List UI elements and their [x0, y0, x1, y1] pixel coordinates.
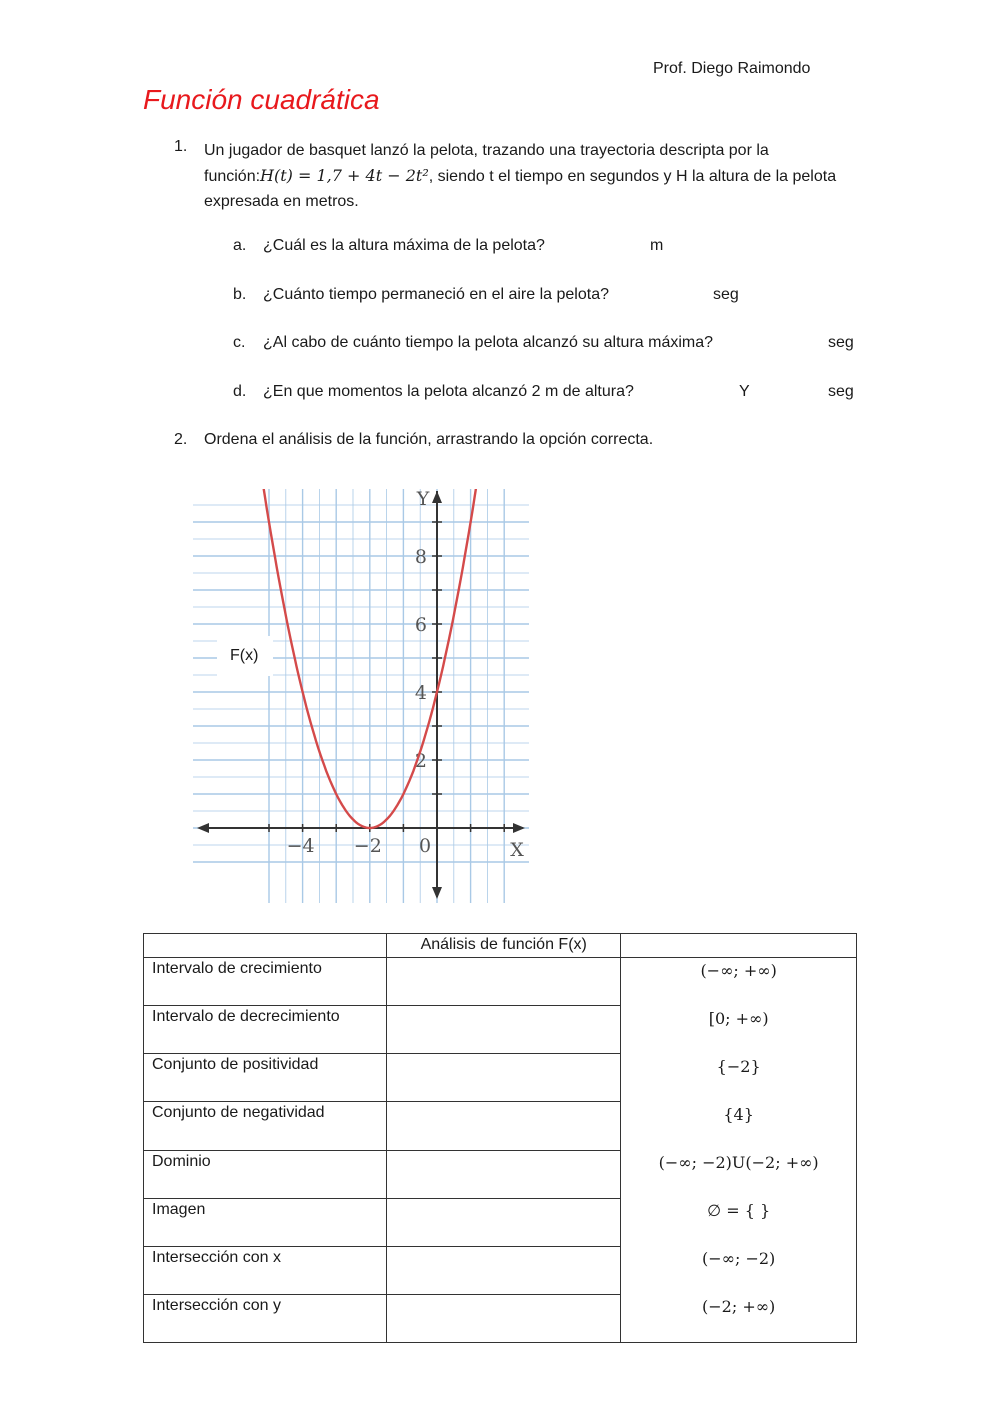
- item-c-question: ¿Al cabo de cuánto tiempo la pelota alcanzó su altura máxima?: [263, 334, 714, 351]
- option-item[interactable]: [0; +∞): [708, 1009, 769, 1028]
- option-item[interactable]: (−2; +∞): [702, 1297, 776, 1316]
- x-axis-label: X: [510, 839, 524, 861]
- row-label: Intersección con x: [144, 1246, 387, 1294]
- question-1-text-a: Un jugador de basquet lanzó la pelota, trazando una trayectoria descripta por la función:: [204, 142, 769, 185]
- option-item[interactable]: ∅ = { }: [707, 1201, 771, 1220]
- table-header-row: [144, 934, 857, 958]
- item-d-connector: Y: [739, 383, 750, 400]
- option-item[interactable]: {4}: [723, 1105, 754, 1124]
- item-c-unit: seg: [828, 334, 854, 351]
- option-item[interactable]: (−∞; −2)U(−2; +∞): [658, 1153, 819, 1172]
- row-label: Intervalo de crecimiento: [144, 958, 387, 1006]
- question-2-number: 2.: [174, 431, 188, 448]
- item-d-question: ¿En que momentos la pelota alcanzó 2 m de altura?: [263, 383, 634, 400]
- x-tick-label: 0: [418, 835, 432, 857]
- item-d-letter: d.: [233, 383, 247, 400]
- row-label: Conjunto de positividad: [144, 1054, 387, 1102]
- item-b-letter: b.: [233, 286, 247, 303]
- question-1-number: 1.: [174, 138, 188, 155]
- author-name: Prof. Diego Raimondo: [653, 60, 811, 77]
- question-1-text: [204, 138, 844, 214]
- analysis-table: [143, 933, 857, 1343]
- option-item[interactable]: {−2}: [716, 1057, 761, 1076]
- parabola-graph: [193, 489, 529, 903]
- header-empty-cell: [144, 934, 387, 958]
- row-label: Imagen: [144, 1198, 387, 1246]
- options-column: [621, 958, 857, 1343]
- item-a-unit: m: [650, 237, 664, 254]
- option-item[interactable]: (−∞; −2): [702, 1249, 776, 1268]
- drop-zone[interactable]: [387, 1198, 621, 1246]
- drop-zone[interactable]: [387, 1150, 621, 1198]
- x-tick-label: −4: [286, 835, 315, 857]
- item-c-letter: c.: [233, 334, 246, 351]
- y-tick-label: 2: [414, 750, 427, 772]
- fx-drag-label[interactable]: F(x): [217, 636, 273, 676]
- row-label: Conjunto de negatividad: [144, 1102, 387, 1150]
- row-label: Dominio: [144, 1150, 387, 1198]
- table-header: Análisis de función F(x): [387, 934, 621, 958]
- drop-zone[interactable]: [387, 1006, 621, 1054]
- drop-zone[interactable]: [387, 1054, 621, 1102]
- item-b-unit: seg: [713, 286, 739, 303]
- item-a-letter: a.: [233, 237, 247, 254]
- option-item[interactable]: (−∞; +∞): [700, 961, 777, 980]
- row-label: Intersección con y: [144, 1294, 387, 1342]
- y-tick-label: 8: [414, 546, 427, 568]
- question-1-formula: H(t) = 1,7 + 4t − 2t²: [260, 166, 429, 185]
- table-row: [144, 958, 857, 1006]
- drop-zone[interactable]: [387, 958, 621, 1006]
- item-d-unit: seg: [828, 383, 854, 400]
- y-axis-label: Y: [416, 489, 430, 510]
- page-title: Función cuadrática: [143, 84, 380, 115]
- question-1-text-b: , siendo t el tiempo en segundos y H la altura de la pelota expresada en metros.: [204, 168, 837, 210]
- drop-zone[interactable]: [387, 1102, 621, 1150]
- x-tick-label: −2: [353, 835, 382, 857]
- item-b-question: ¿Cuánto tiempo permaneció en el aire la pelota?: [263, 286, 609, 303]
- item-a-question: ¿Cuál es la altura máxima de la pelota?: [263, 237, 545, 254]
- y-tick-label: 4: [414, 682, 427, 704]
- drop-zone[interactable]: [387, 1246, 621, 1294]
- header-options-cell: [621, 934, 857, 958]
- y-tick-label: 6: [414, 614, 427, 636]
- question-2-text: Ordena el análisis de la función, arrastrando la opción correcta.: [204, 431, 654, 448]
- row-label: Intervalo de decrecimiento: [144, 1006, 387, 1054]
- drop-zone[interactable]: [387, 1294, 621, 1342]
